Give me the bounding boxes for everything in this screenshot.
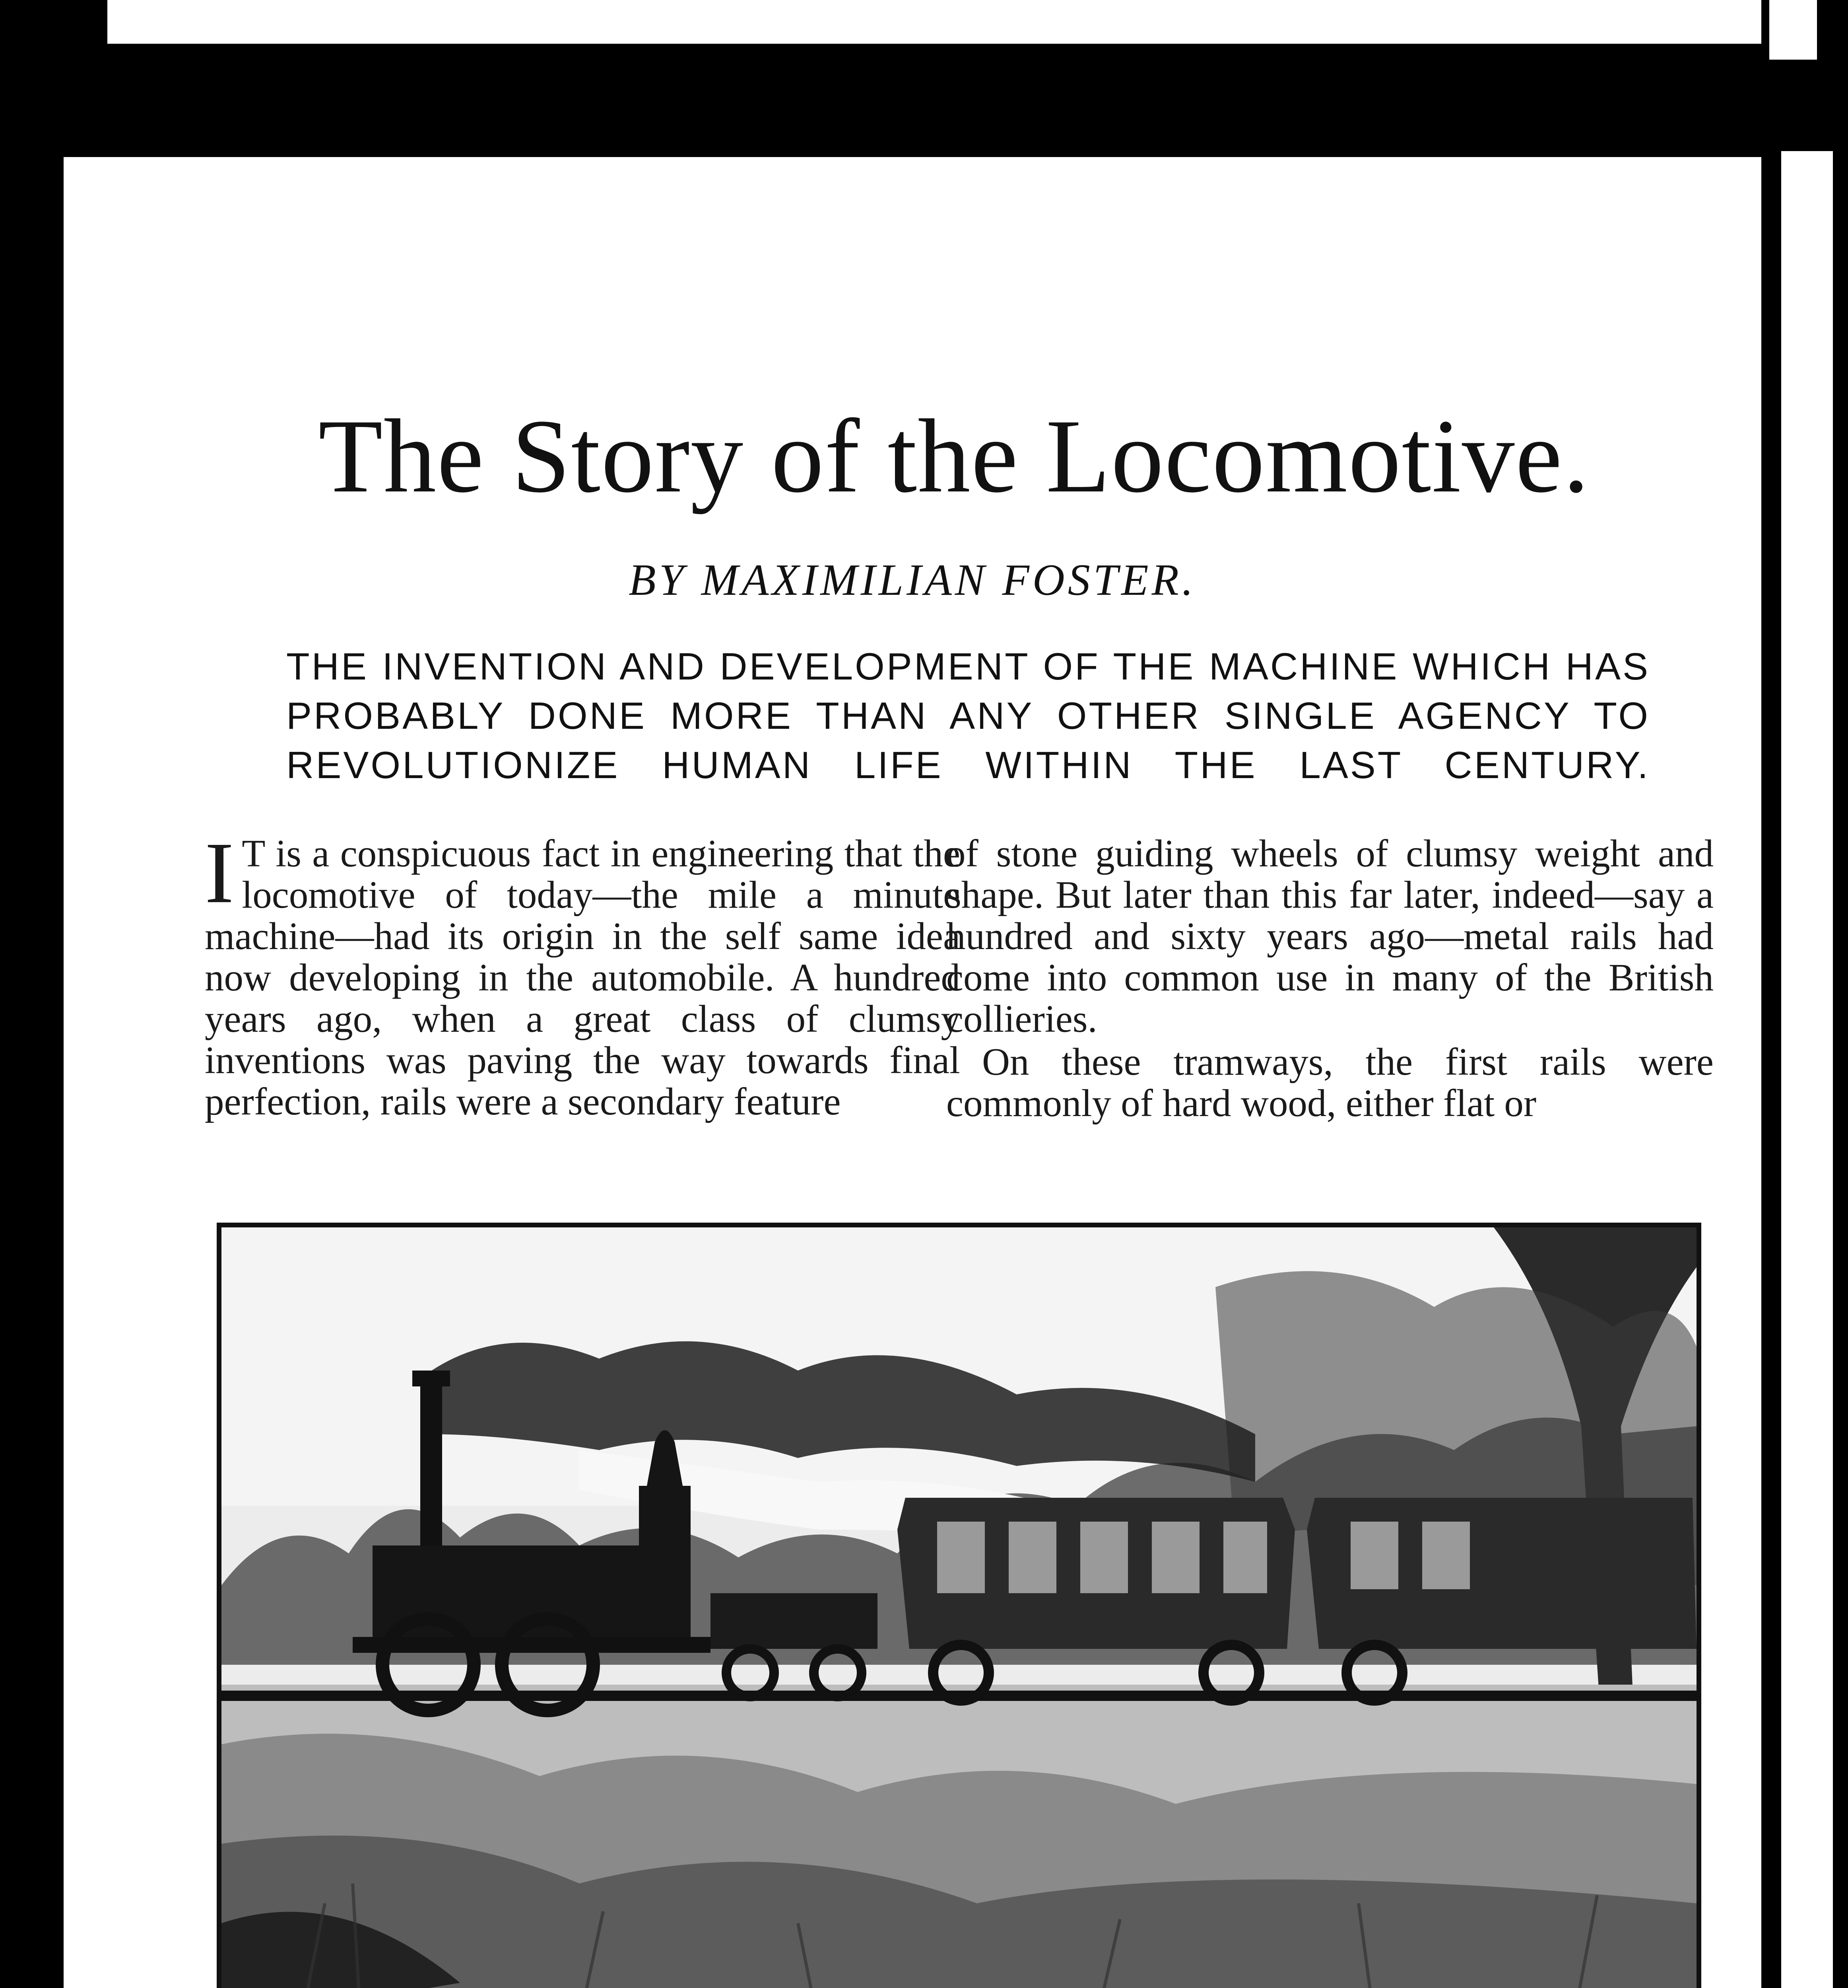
locomotive-illustration [217, 1223, 1701, 1988]
paragraph [205, 824, 960, 1123]
previous-page-corner [1769, 0, 1817, 60]
article-byline: BY MAXIMILIAN FOSTER. [629, 555, 1196, 605]
train-engraving [221, 1227, 1697, 1988]
drop-cap: I [205, 824, 234, 921]
magazine-page [64, 157, 1761, 1988]
text-column-1 [205, 824, 960, 1123]
article-deck: THE INVENTION AND DEVELOPMENT OF THE MACHINE WHICH HAS PROBABLY DONE MORE THAN ANY OTHER SINGLE AGENCY TO REVOLUTIONIZE HUMAN LIFE WITHIN THE LAST CENTURY. [286, 645, 1650, 786]
paragraph-text: T is a conspicuous fact in engineering that the locomotive of today—the mile a minute machine—had its origin in the self same idea now developing in the automobile. A hundred years ago, when a great class of clumsy inventions was paving the way towards final perfection, rails were a secondary feature [205, 832, 960, 1123]
facing-page-edge [1781, 151, 1833, 1988]
paragraph: On these tramways, the first rails were commonly of hard wood, either flat or [946, 1041, 1714, 1124]
paragraph: of stone guiding wheels of clumsy weight and shape. But later than this far later, indeed—say a hundred and sixty years ago—metal rails had come into common use in many of the British collieries. [946, 832, 1714, 1040]
previous-page-edge [107, 0, 1761, 44]
article-title: The Story of the Locomotive. [318, 398, 1590, 514]
text-column-2 [946, 833, 1714, 1124]
